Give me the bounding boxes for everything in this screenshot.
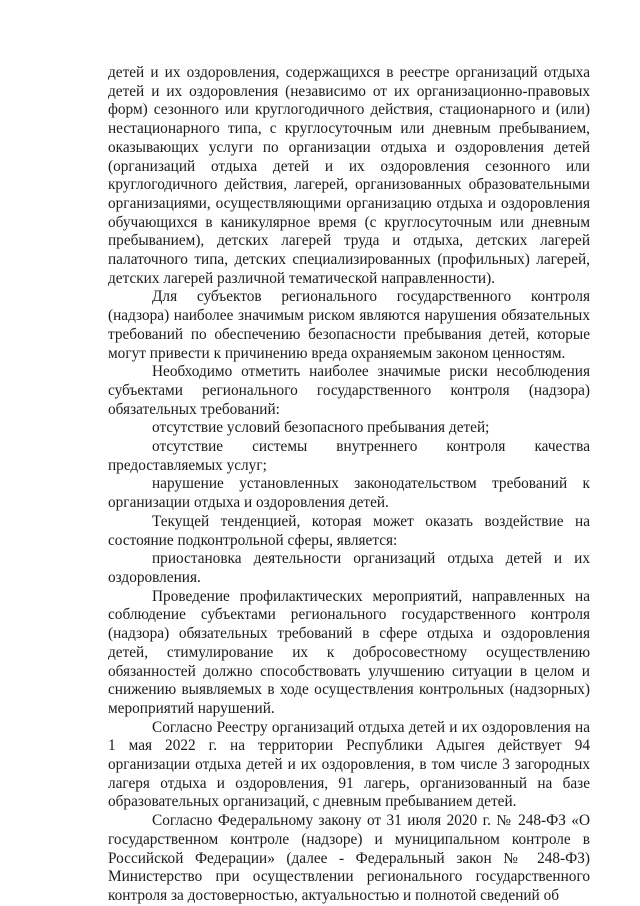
document-body <box>108 64 590 906</box>
paragraph-registry-stats: Согласно Реестру организаций отдыха детей и их оздоровления на 1 мая 2022 г. на территории Республики Адыгея действует 94 организации отдыха детей и их оздоровления, в том числе 3 загородных лагеря отдыха и оздоровления, 91 лагерь, организованный на базе образовательных организаций, с дневным пребыванием детей. <box>108 718 590 811</box>
risk-item-quality-control: отсутствие системы внутреннего контроля качества предоставляемых услуг; <box>108 438 590 474</box>
paragraph-risks-intro: Необходимо отметить наиболее значимые риски несоблюдения субъектами регионального государственного контроля (надзора) обязательных требований: <box>108 363 590 418</box>
paragraph-prevention: Проведение профилактических мероприятий, направленных на соблюдение субъектами регионального государственного контроля (надзора) обязательных требований в сфере отдыха и оздоровления детей, стимулирование их к добросовестному осуществлению обязанностей должно способствовать улучшению ситуации в целом и снижению выявляемых в ходе осуществления контрольных (надзорных) мероприятий нарушений. <box>108 587 590 717</box>
paragraph-trend-intro: Текущей тенденцией, которая может оказать воздействие на состояние подконтрольной сферы, является: <box>108 512 590 549</box>
trend-item-suspension: приостановка деятельности организаций отдыха детей и их оздоровления. <box>108 550 590 586</box>
risk-item-safety: отсутствие условий безопасного пребывания детей; <box>152 419 490 437</box>
paragraph-reestr-continuation: детей и их оздоровления, содержащихся в реестре организаций отдыха детей и их оздоровления (независимо от их организационно-правовых форм) сезонного или круглогодичного действия, стационарного и (или) нестационарного типа, с круглосуточным или дневным пребыванием, оказывающих услуги по организации отдыха и оздоровления детей (организаций отдыха детей и их оздоровления сезонного или круглогодичного действия, лагерей, организованных образовательными организациями, осуществляющими организацию отдыха и оздоровления обучающихся в каникулярное время (с круглосуточным или дневным пребыванием), детских лагерей труда и отдыха, детских лагерей палаточного типа, детских специализированных (профильных) лагерей, детских лагерей различной тематической направленности). <box>108 64 590 287</box>
paragraph-main-risk: Для субъектов регионального государственного контроля (надзора) наиболее значимым риском являются нарушения обязательных требований по обеспечению безопасности пребывания детей, которые могут привести к причинению вреда охраняемым законом ценностям. <box>108 288 590 362</box>
paragraph-federal-law: Согласно Федеральному закону от 31 июля 2020 г. № 248-ФЗ «О государственном контроле (надзоре) и муниципальном контроле в Российской Федерации» (далее - Федеральный закон № 248-ФЗ) Министерство при осуществлении регионального государственного контроля за достоверностью, актуальностью и полнотой сведений об <box>108 812 590 904</box>
risk-item-legal-requirements: нарушение установленных законодательством требований к организации отдыха и оздоровления детей. <box>108 475 590 512</box>
